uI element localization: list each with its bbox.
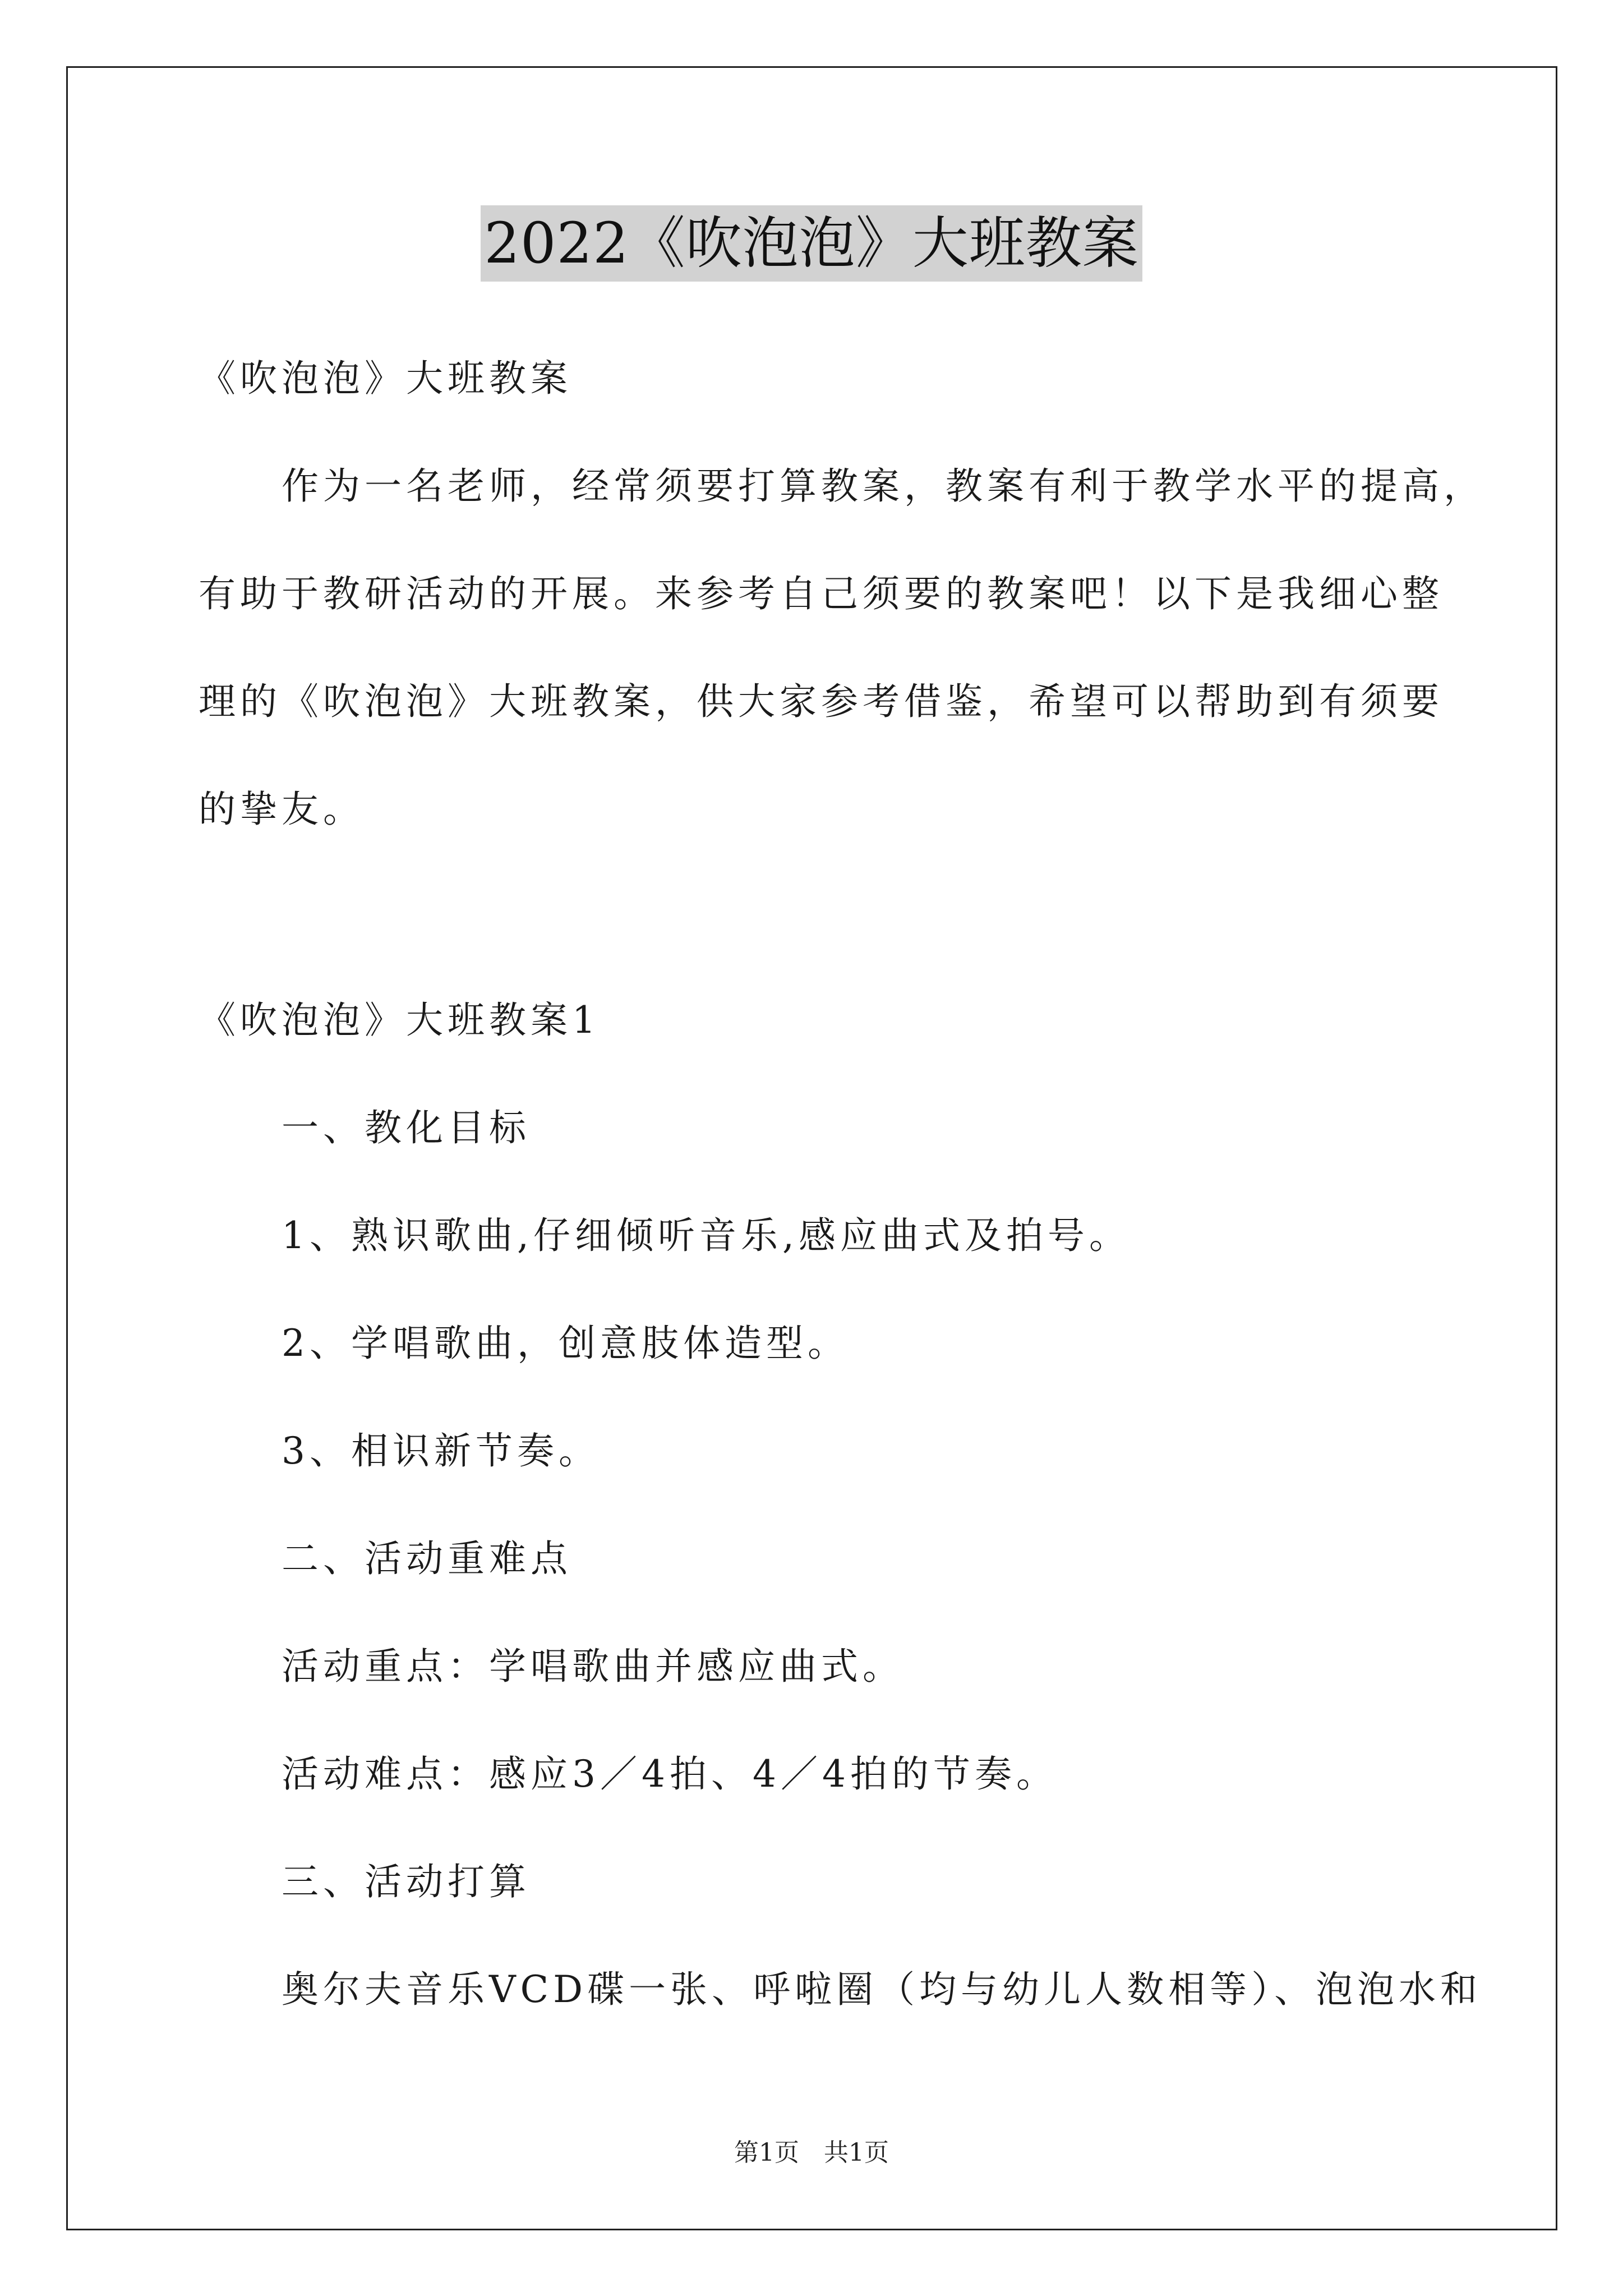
body-line-9: 奥尔夫音乐VCD碟一张、呼啦圈（均与幼儿人数相等）、泡泡水和 xyxy=(282,1968,1482,2011)
body-line-1: 一、教化目标 xyxy=(282,1106,531,1149)
body-line-7: 活动难点：感应3／4拍、4／4拍的节奏。 xyxy=(282,1752,1058,1796)
title-container xyxy=(0,205,1623,282)
intro-line-4: 的挚友。 xyxy=(199,788,365,831)
intro-line-3: 理的《吹泡泡》大班教案，供大家参考借鉴，希望可以帮助到有须要 xyxy=(199,680,1444,723)
section-heading: 《吹泡泡》大班教案1 xyxy=(199,999,600,1042)
intro-line-1: 作为一名老师，经常须要打算教案，教案有利于教学水平的提高， xyxy=(282,464,1485,508)
body-line-3: 2、学唱歌曲，创意肢体造型。 xyxy=(282,1322,849,1365)
document-title: 2022《吹泡泡》大班教案 xyxy=(481,205,1142,282)
intro-line-2: 有助于教研活动的开展。来参考自己须要的教案吧！以下是我细心整 xyxy=(199,572,1444,615)
page-footer: 第1页 共1页 xyxy=(734,2138,889,2167)
body-line-2: 1、熟识歌曲,仔细倾听音乐,感应曲式及拍号。 xyxy=(282,1214,1131,1257)
body-line-8: 三、活动打算 xyxy=(282,1860,531,1903)
body-line-6: 活动重点：学唱歌曲并感应曲式。 xyxy=(282,1645,904,1688)
subtitle: 《吹泡泡》大班教案 xyxy=(199,357,572,400)
body-line-5: 二、活动重难点 xyxy=(282,1537,572,1580)
body-line-4: 3、相识新节奏。 xyxy=(282,1429,600,1473)
